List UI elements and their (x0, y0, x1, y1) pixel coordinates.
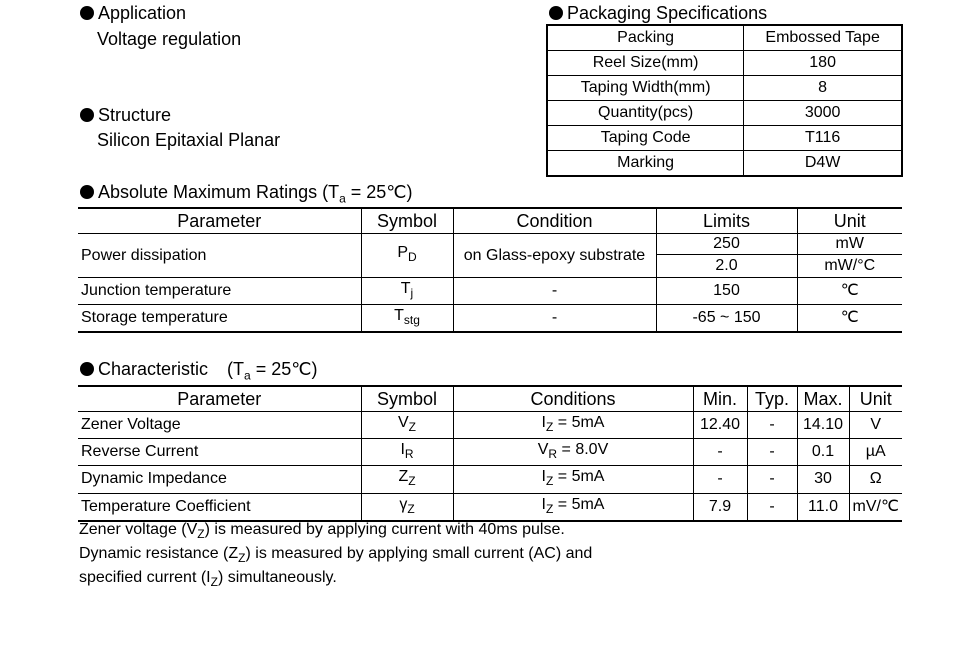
table-row: Marking D4W (547, 151, 902, 177)
table-row: Dynamic Impedance $Z_Z$ $I_Z = 5mA$ - - 30 Ω (78, 466, 902, 493)
table-row: Junction temperature $T_j$ - 150 ℃ (78, 278, 902, 305)
characteristic-table (78, 385, 902, 522)
packaging-table (546, 24, 903, 177)
amr-heading: Absolute Maximum Ratings ($T_a$ = 25℃) (80, 181, 413, 210)
table-row: Taping Code T116 (547, 126, 902, 151)
table-row: Taping Width(mm) 8 (547, 76, 902, 101)
bullet-icon (80, 6, 94, 20)
table-row: Zener Voltage $V_Z$ $I_Z = 5mA$ 12.40 - 14.10 V (78, 412, 902, 439)
application-heading: Application (80, 2, 186, 24)
note-dynamic-resistance: Dynamic resistance $(Z_Z)$ is measured by applying small current (AC) and (79, 545, 593, 566)
amr-table (78, 207, 902, 333)
table-header-row: Parameter Symbol Conditions Min. Typ. Max. Unit (78, 386, 902, 412)
table-row: Temperature Coefficient $\gamma_Z$ $I_Z = 5mA$ 7.9 - 11.0 mV/℃ (78, 493, 902, 521)
note-specified-current: specified current $(I_Z)$ simultaneously. (79, 569, 337, 590)
table-row: Power dissipation $P_D$ on Glass-epoxy substrate 250 mW (78, 234, 902, 255)
table-row: Reel Size(mm) 180 (547, 51, 902, 76)
bullet-icon (80, 108, 94, 122)
note-zener-voltage: Zener voltage $(V_Z)$ is measured by applying current with 40ms pulse. (79, 521, 565, 542)
packaging-heading: Packaging Specifications (549, 2, 767, 24)
bullet-icon (80, 185, 94, 199)
bullet-icon (80, 362, 94, 376)
table-row: Storage temperature $T_{stg}$ - -65 ~ 150 ℃ (78, 305, 902, 333)
table-row: 2.0 mW/°C (78, 255, 902, 278)
application-text: Voltage regulation (97, 29, 242, 49)
structure-text: Silicon Epitaxial Planar (97, 130, 281, 150)
structure-heading: Structure (80, 104, 171, 126)
table-row: Reverse Current $I_R$ $V_R = 8.0V$ - - 0.1 µA (78, 439, 902, 466)
characteristic-heading: Characteristic ($T_a$ = 25℃) (80, 358, 317, 387)
bullet-icon (549, 6, 563, 20)
table-row: Quantity(pcs) 3000 (547, 101, 902, 126)
table-header-row: Parameter Symbol Condition Limits Unit (78, 208, 902, 234)
table-row: Packing Embossed Tape (547, 25, 902, 51)
